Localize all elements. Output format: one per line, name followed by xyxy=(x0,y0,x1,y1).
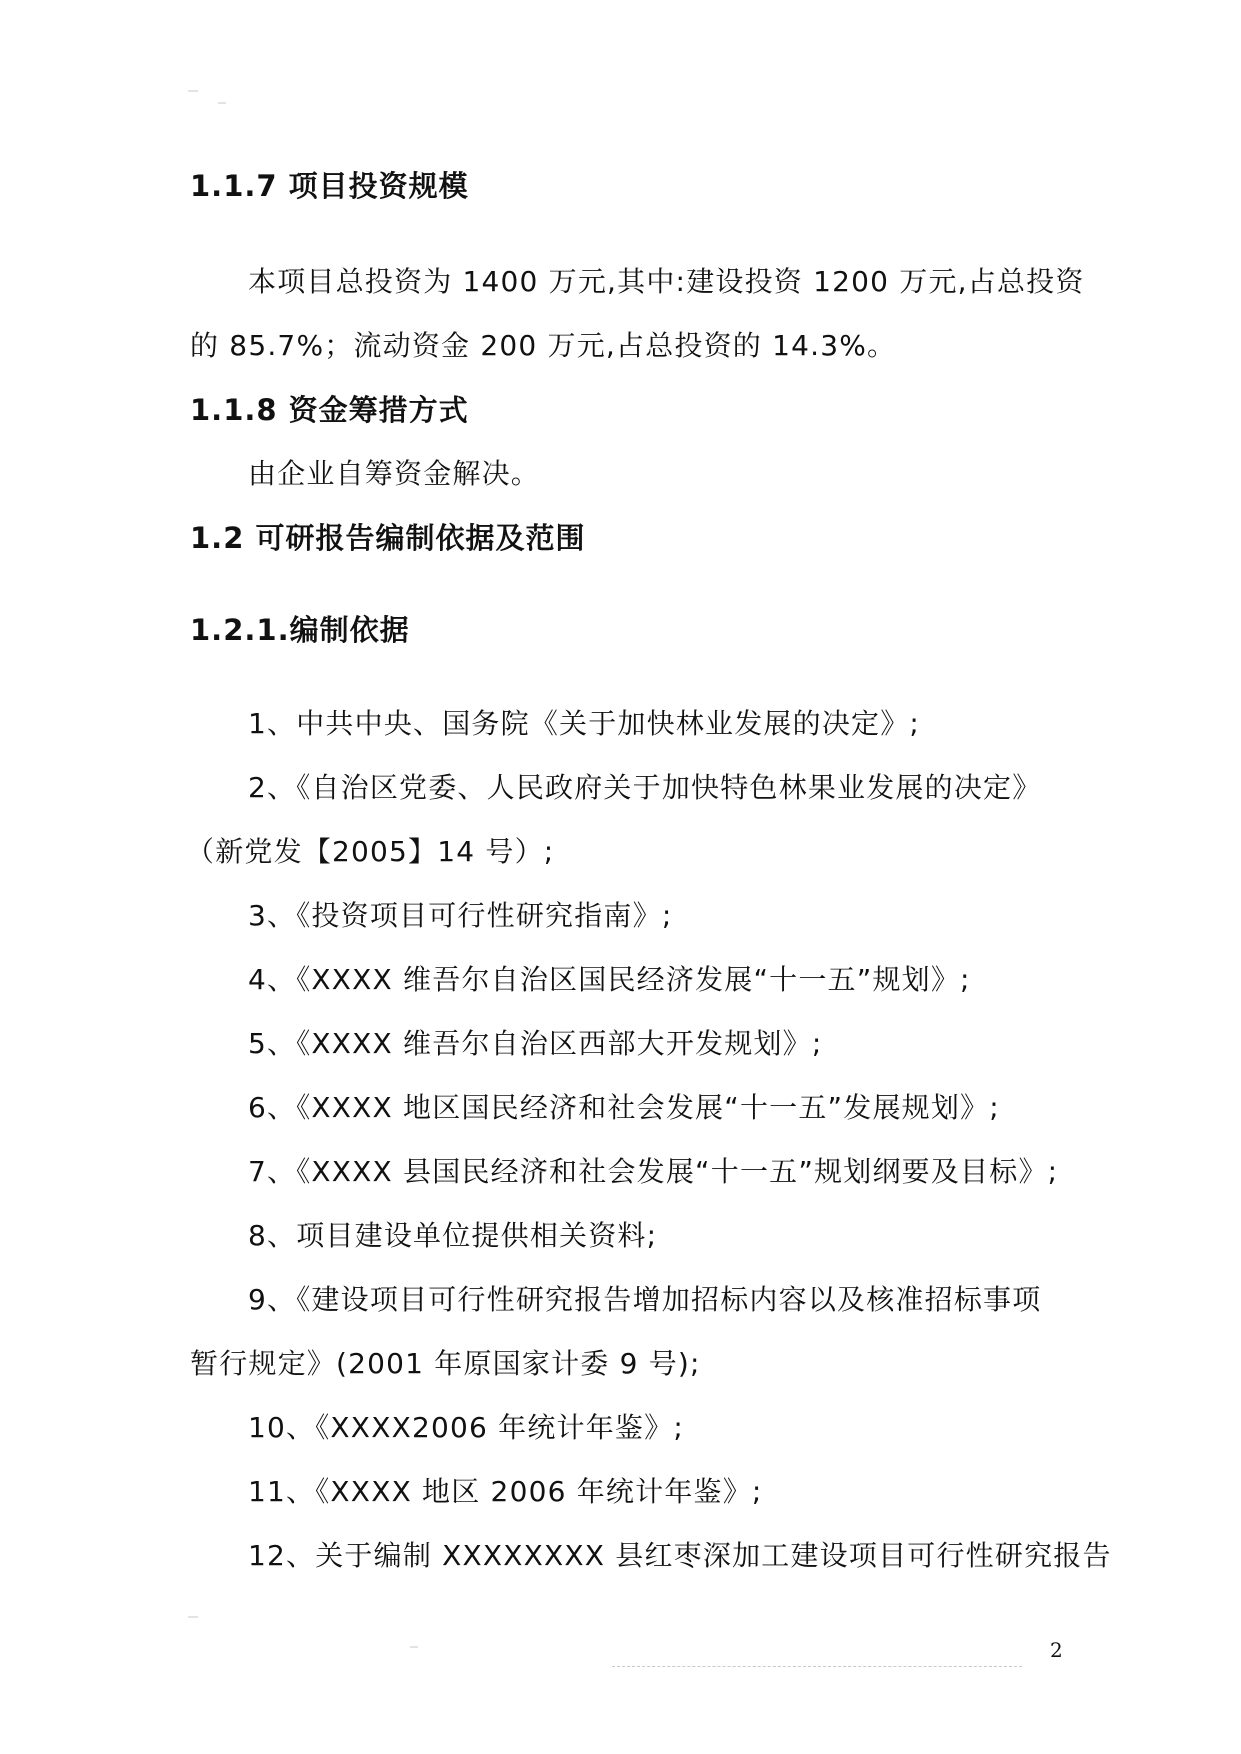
investment-paragraph-line-1: 本项目总投资为 1400 万元,其中:建设投资 1200 万元,占总投资 xyxy=(248,265,1085,298)
section-heading-1-1-8: 1.1.8 资金筹措方式 xyxy=(190,393,469,427)
footer-mark xyxy=(188,1616,198,1618)
basis-item: 11、《XXXX 地区 2006 年统计年鉴》; xyxy=(248,1475,763,1508)
basis-item: 9、《建设项目可行性研究报告增加招标内容以及核准招标事项 xyxy=(248,1283,1042,1316)
page-number: 2 xyxy=(1050,1638,1063,1662)
basis-item: 10、《XXXX2006 年统计年鉴》; xyxy=(248,1411,684,1444)
funding-paragraph: 由企业自筹资金解决。 xyxy=(248,457,541,490)
header-mark xyxy=(218,102,226,104)
basis-item: 12、关于编制 XXXXXXXX 县红枣深加工建设项目可行性研究报告 xyxy=(248,1539,1112,1572)
investment-paragraph-line-2: 的 85.7%；流动资金 200 万元,占总投资的 14.3%。 xyxy=(190,329,897,362)
basis-item: 2、《自治区党委、人民政府关于加快特色林果业发展的决定》 xyxy=(248,771,1042,804)
basis-item: 5、《XXXX 维吾尔自治区西部大开发规划》; xyxy=(248,1027,823,1060)
basis-item-continuation: 暂行规定》(2001 年原国家计委 9 号); xyxy=(190,1347,701,1380)
footer-rule xyxy=(612,1666,1022,1667)
basis-item: 8、项目建设单位提供相关资料; xyxy=(248,1219,658,1252)
basis-item: 3、《投资项目可行性研究指南》; xyxy=(248,899,673,932)
section-heading-1-2-1: 1.2.1.编制依据 xyxy=(190,613,410,647)
section-heading-1-2: 1.2 可研报告编制依据及范围 xyxy=(190,521,586,555)
basis-item: 4、《XXXX 维吾尔自治区国民经济发展“十一五”规划》; xyxy=(248,963,971,996)
footer-mark xyxy=(410,1646,418,1648)
basis-item-continuation: （新党发【2005】14 号）; xyxy=(186,835,555,868)
basis-item: 1、中共中央、国务院《关于加快林业发展的决定》; xyxy=(248,707,921,740)
header-mark xyxy=(188,90,198,92)
basis-item: 7、《XXXX 县国民经济和社会发展“十一五”规划纲要及目标》; xyxy=(248,1155,1059,1188)
basis-item: 6、《XXXX 地区国民经济和社会发展“十一五”发展规划》; xyxy=(248,1091,1000,1124)
section-heading-1-1-7: 1.1.7 项目投资规模 xyxy=(190,169,469,203)
